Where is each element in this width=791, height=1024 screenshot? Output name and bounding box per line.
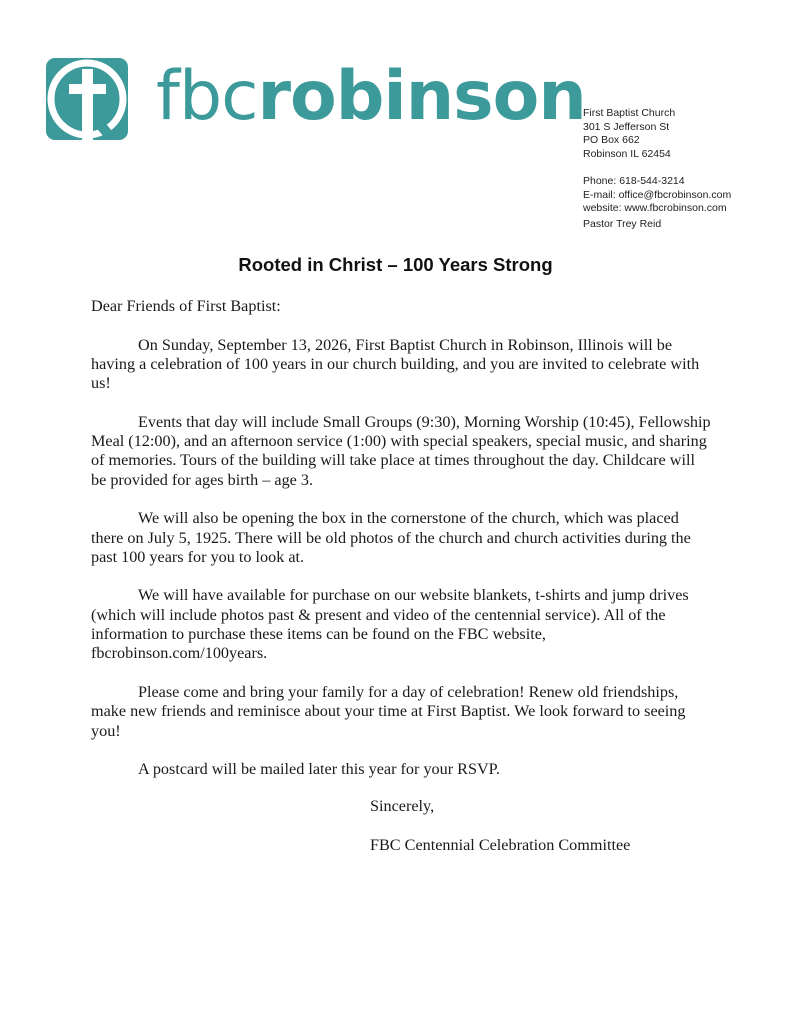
contact-block — [583, 107, 731, 231]
wordmark-light: fbc — [156, 57, 258, 136]
church-cross-logo-icon — [46, 58, 128, 140]
church-po-box: PO Box 662 — [583, 134, 640, 146]
brand-wordmark — [156, 52, 586, 142]
logo-cross-vertical — [82, 69, 93, 140]
letter-body — [91, 297, 711, 799]
church-city: Robinson IL 62454 — [583, 147, 671, 160]
paragraph-events: Events that day will include Small Groups (9:30), Morning Worship (10:45), Fellowship Meal (12:00), and an afternoon service (1:00) with special speakers, special music, and sharing of memories. Tours of the building will take place at times throughout the day. Childcare will be provided for ages birth – age 3. — [91, 412, 711, 489]
wordmark-bold: robinson — [257, 57, 586, 136]
signature: FBC Centennial Celebration Committee — [370, 835, 631, 854]
contact-spacer — [583, 161, 731, 175]
salutation: Dear Friends of First Baptist: — [91, 297, 281, 315]
closing-word: Sincerely, — [370, 797, 435, 815]
letter-closing — [370, 797, 630, 855]
church-phone: Phone: 618-544-3214 — [583, 175, 685, 187]
church-pastor: Pastor Trey Reid — [583, 217, 662, 230]
church-street: 301 S Jefferson St — [583, 120, 670, 133]
paragraph-cornerstone: We will also be opening the box in the cornerstone of the church, which was placed there on July 5, 1925. There will be old photos of the church and church activities during the past 100 years for you to look at. — [91, 509, 691, 566]
paragraph-invite-family: Please come and bring your family for a day of celebration! Renew old friendships, make new friends and reminisce about your time at First Baptist. We look forward to seeing you! — [91, 682, 686, 740]
paragraph-merchandise: We will have available for purchase on our website blankets, t-shirts and jump drives (which will include photos past & present and video of the centennial service). All of the information to purchase these items can be found on the FBC website, fbcrobinson.com/100years. — [91, 586, 689, 663]
logo-cross-horizontal — [69, 84, 106, 94]
paragraph-invitation: On Sunday, September 13, 2026, First Baptist Church in Robinson, Illinois will be having a celebration of 100 years in our church building, and you are invited to celebrate with us! — [91, 335, 700, 393]
church-email: E-mail: office@fbcrobinson.com — [583, 188, 732, 201]
church-name: First Baptist Church — [583, 107, 676, 119]
church-website: website: www.fbcrobinson.com — [583, 202, 727, 214]
letter-title: Rooted in Christ – 100 Years Strong — [238, 254, 553, 275]
paragraph-rsvp: A postcard will be mailed later this year for your RSVP. — [138, 760, 500, 779]
